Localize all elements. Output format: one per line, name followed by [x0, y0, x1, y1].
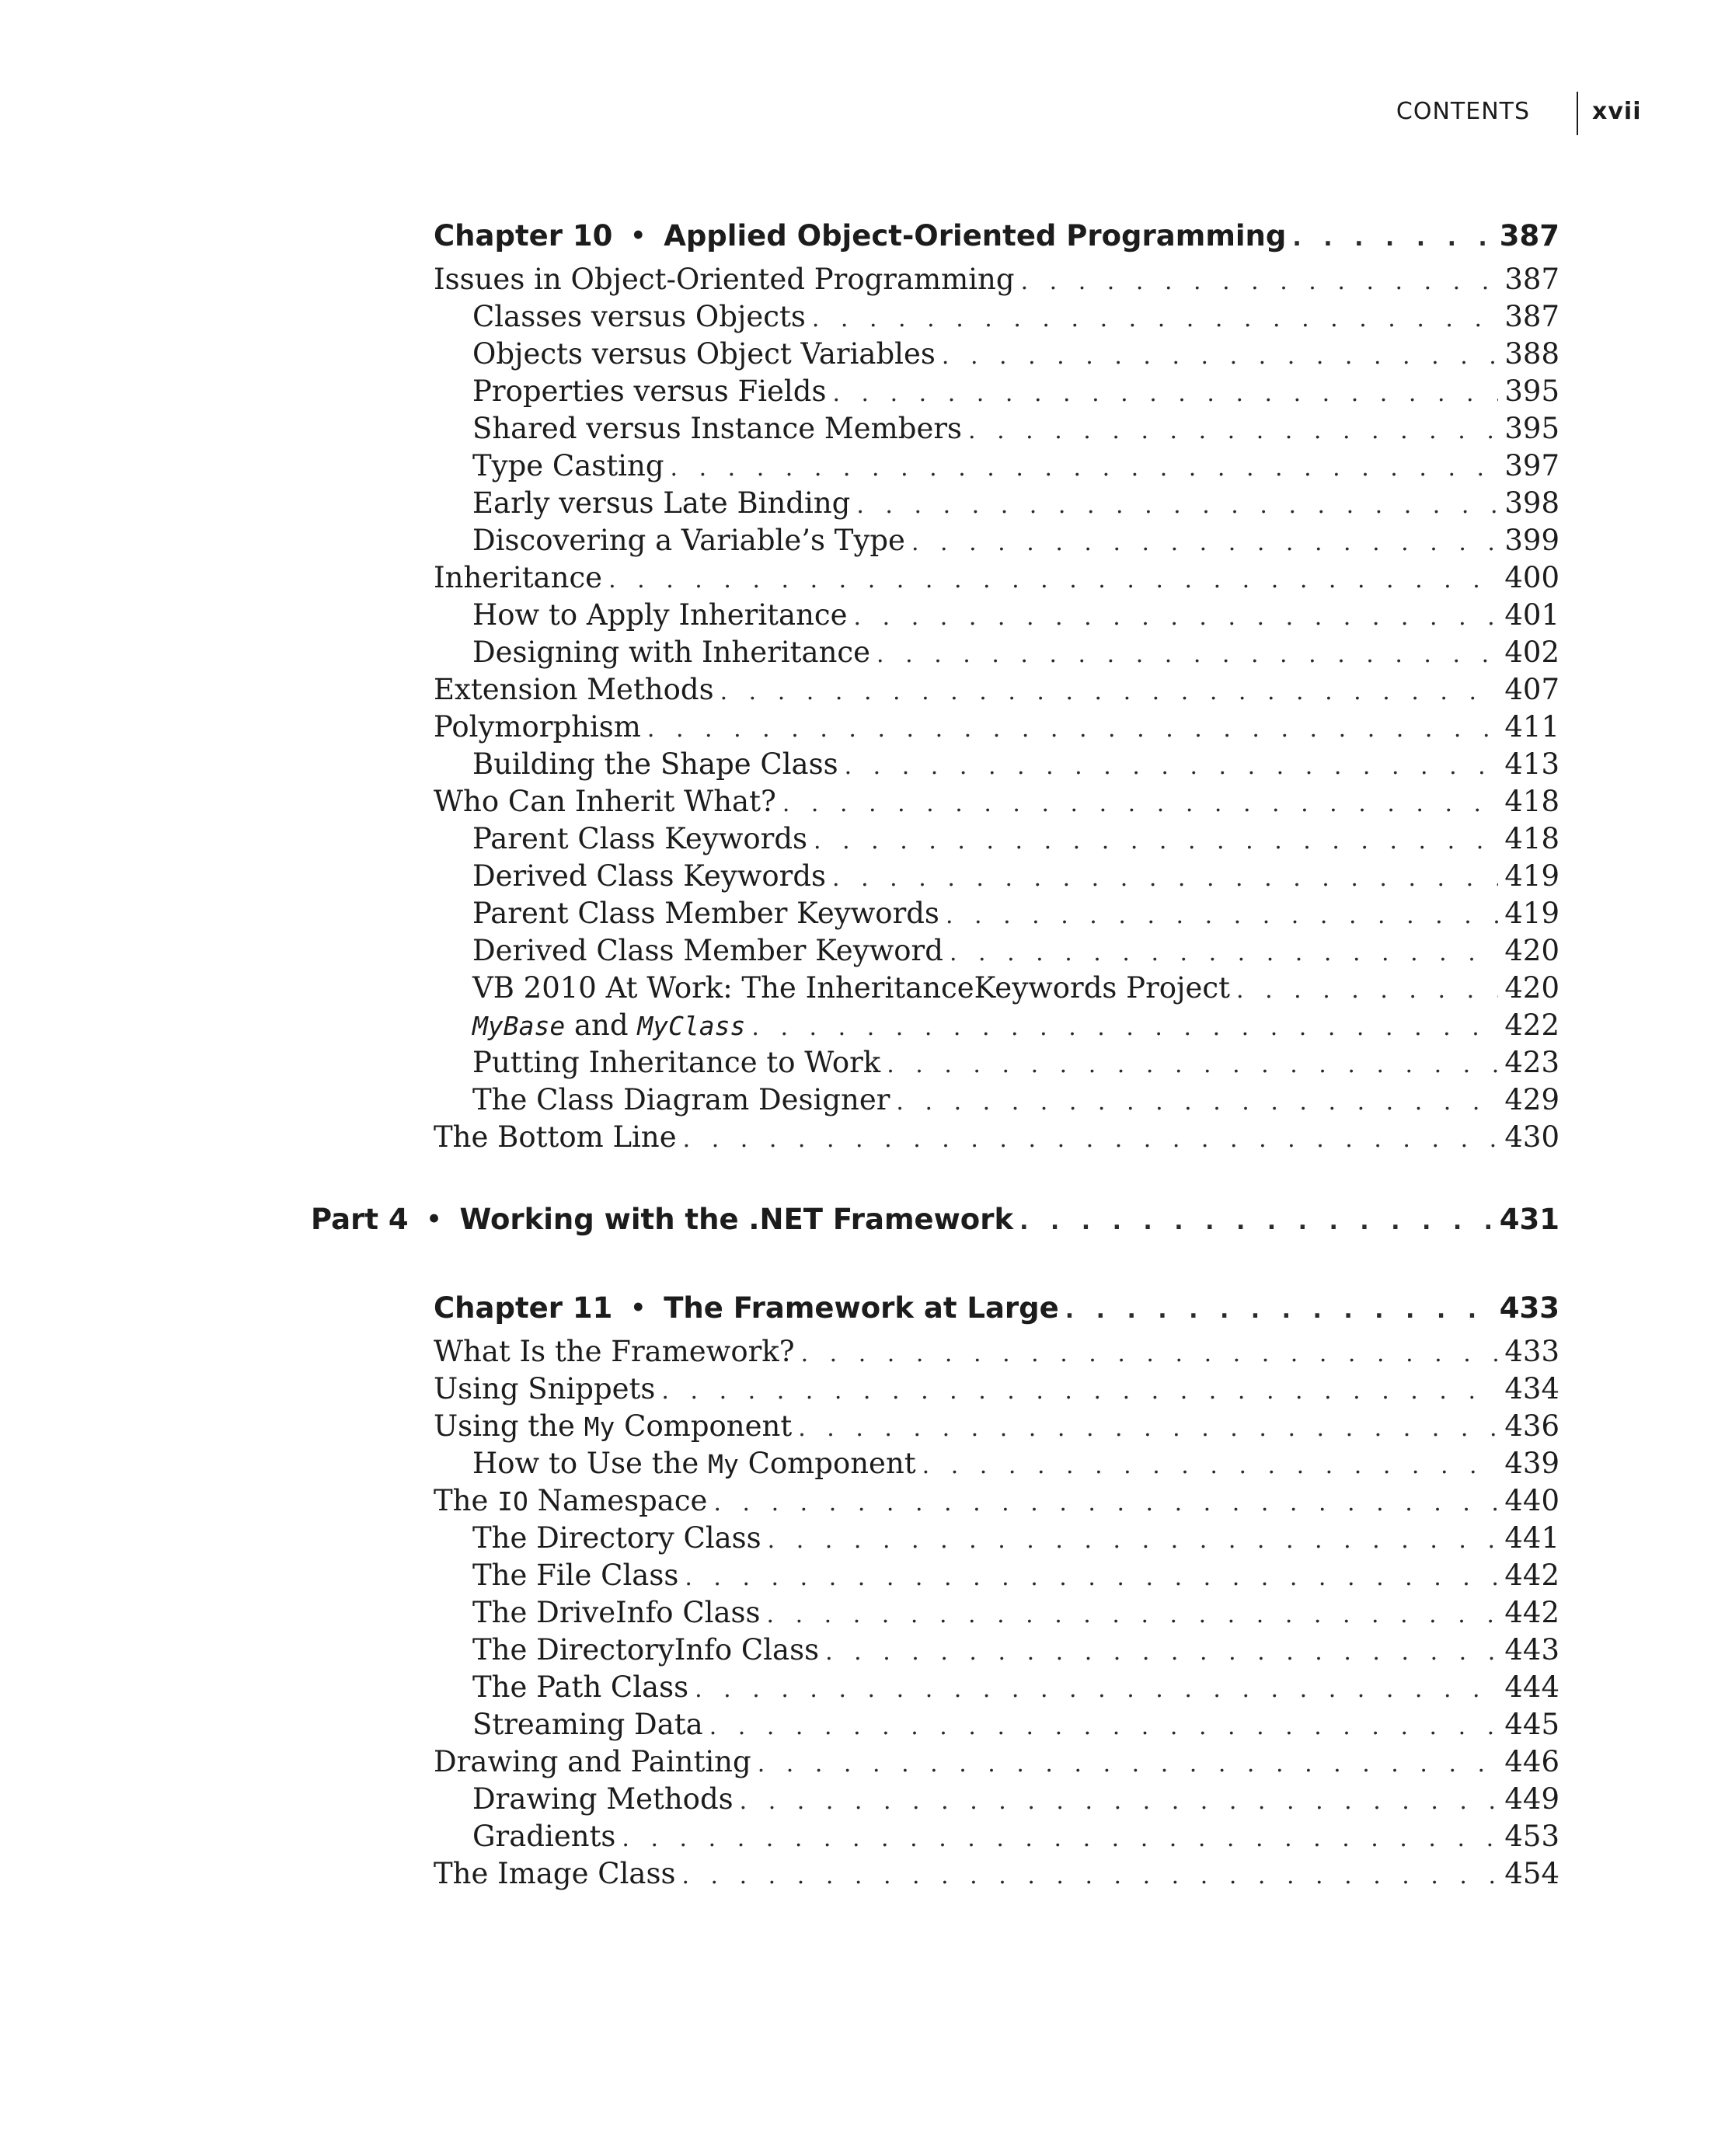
toc-entry[interactable]: Parent Class Keywords . . . 418 [472, 822, 1559, 855]
toc-entry[interactable]: Building the Shape Class . . . 413 [472, 747, 1559, 781]
toc-entry[interactable]: Parent Class Member Keywords . . . 419 [472, 897, 1559, 930]
toc-entry[interactable]: Extension Methods . . . 407 [434, 673, 1559, 706]
toc-entry[interactable]: Early versus Late Binding . . . 398 [472, 486, 1559, 520]
leader-dots [1292, 225, 1493, 252]
toc-entry[interactable]: Shared versus Instance Members . . . 395 [472, 412, 1559, 445]
toc-entry[interactable]: How to Apply Inheritance . . . 401 [472, 598, 1559, 632]
header-divider [1577, 92, 1578, 135]
toc-entry[interactable]: Classes versus Objects . . . 387 [472, 300, 1559, 333]
chapter-label: Chapter 10 • Applied Object-Oriented Programming [434, 219, 1287, 253]
running-header-section: CONTENTS [1396, 98, 1530, 125]
toc-entry[interactable]: Streaming Data . . . 445 [472, 1708, 1559, 1741]
toc-entry[interactable]: Derived Class Keywords . . . 419 [472, 859, 1559, 893]
toc-entry[interactable]: Gradients . . . 453 [472, 1820, 1559, 1853]
page-number: xvii [1592, 98, 1642, 125]
toc-entry[interactable]: The Class Diagram Designer . . . 429 [472, 1083, 1559, 1116]
toc-entry[interactable]: VB 2010 At Work: The InheritanceKeywords Project . . . 420 [472, 971, 1559, 1005]
toc-entry[interactable]: The DriveInfo Class . . . 442 [472, 1596, 1559, 1629]
toc-entry[interactable]: The Path Class . . . 444 [472, 1670, 1559, 1704]
toc-entry[interactable]: Inheritance . . . 400 [434, 561, 1559, 594]
page-ref: 387 [1499, 219, 1559, 253]
toc-entry[interactable]: Who Can Inherit What? . . . 418 [434, 785, 1559, 818]
leader-dots [1065, 1297, 1493, 1324]
toc-entry[interactable]: The Bottom Line . . . 430 [434, 1120, 1559, 1154]
toc-entry[interactable]: The Image Class . . . 454 [434, 1857, 1559, 1890]
toc-entry[interactable]: Properties versus Fields . . . 395 [472, 374, 1559, 408]
toc-entry[interactable]: Drawing Methods . . . 449 [472, 1782, 1559, 1816]
toc-entry[interactable]: Discovering a Variable’s Type . . . 399 [472, 524, 1559, 557]
toc-entry[interactable]: What Is the Framework? . . . 433 [434, 1335, 1559, 1368]
toc-entry[interactable]: Polymorphism . . . 411 [434, 710, 1559, 744]
toc-entry[interactable]: The IO Namespace . . . 440 [434, 1484, 1559, 1517]
toc-entry[interactable]: Drawing and Painting . . . 446 [434, 1745, 1559, 1778]
running-header [1396, 92, 1674, 132]
toc-entry[interactable]: MyBase and MyClass . . . 422 [472, 1008, 1559, 1042]
leader-dots [1019, 1208, 1493, 1235]
toc-chapter-11-heading[interactable]: Chapter 11 • The Framework at Large . . . 433 [434, 1291, 1559, 1325]
toc-part-4-heading[interactable]: Part 4 • Working with the .NET Framework . . . 431 [311, 1203, 1559, 1236]
toc-entry[interactable]: Putting Inheritance to Work . . . 423 [472, 1046, 1559, 1079]
toc-entry[interactable]: Designing with Inheritance . . . 402 [472, 636, 1559, 669]
toc-entry[interactable]: Objects versus Object Variables . . . 388 [472, 337, 1559, 371]
toc-entry[interactable]: The DirectoryInfo Class . . . 443 [472, 1633, 1559, 1667]
toc-entry[interactable]: Type Casting . . . 397 [472, 449, 1559, 482]
toc-entry[interactable]: Using Snippets . . . 434 [434, 1372, 1559, 1405]
toc-entry[interactable]: Derived Class Member Keyword . . . 420 [472, 934, 1559, 967]
toc-entry[interactable]: Using the My Component . . . 436 [434, 1409, 1559, 1443]
toc-entry[interactable]: How to Use the My Component . . . 439 [472, 1447, 1559, 1480]
toc-entry[interactable]: The Directory Class . . . 441 [472, 1521, 1559, 1555]
toc-chapter-10-heading[interactable] [434, 219, 1559, 253]
toc-entry[interactable]: Issues in Object-Oriented Programming . . . 387 [434, 263, 1559, 296]
toc-entry[interactable]: The File Class . . . 442 [472, 1559, 1559, 1592]
